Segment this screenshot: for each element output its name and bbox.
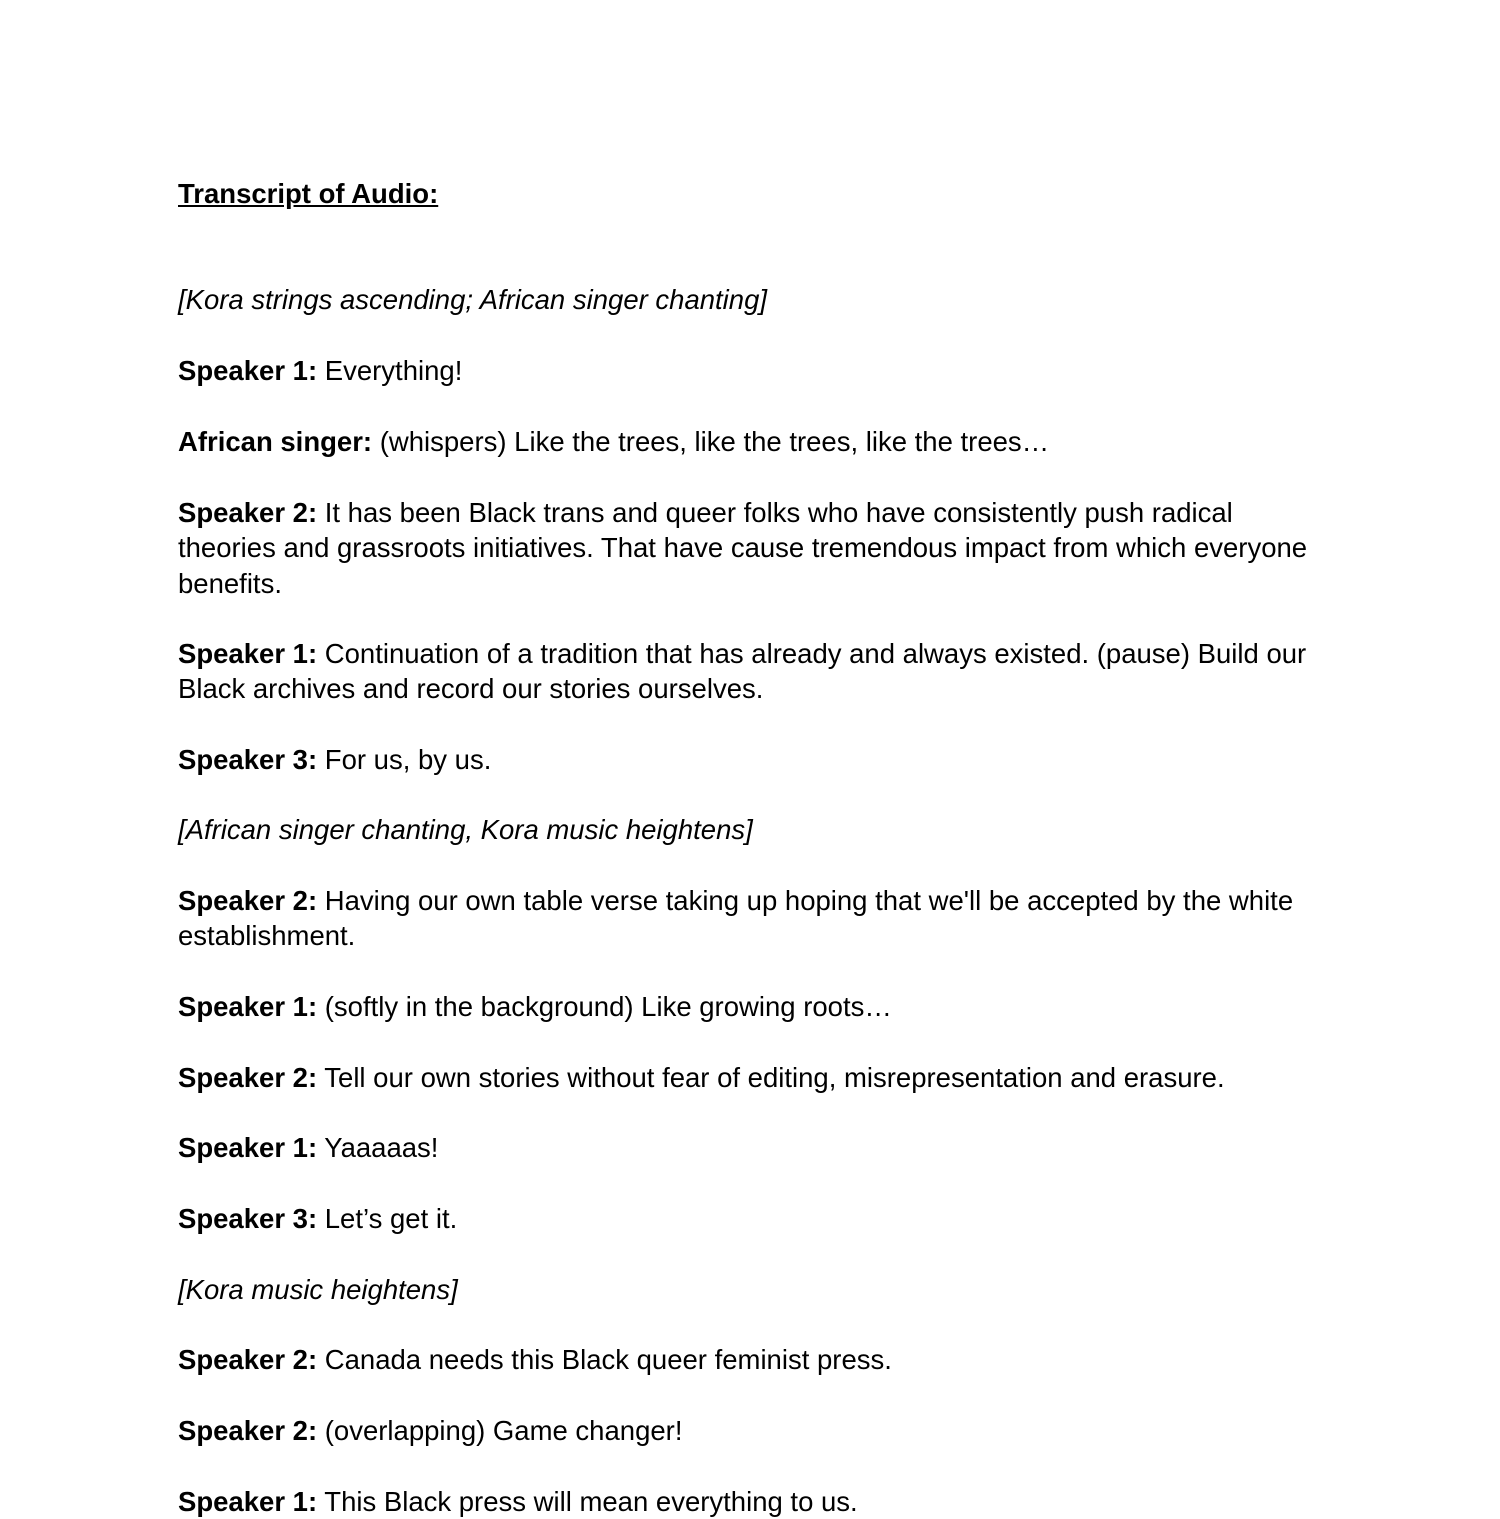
speaker-label: Speaker 1: — [178, 638, 318, 669]
speech-text: Having our own table verse taking up hoping that we'll be accepted by the white establishment. — [178, 885, 1294, 952]
speaker-label: Speaker 2: — [178, 1344, 318, 1375]
transcript-line — [178, 883, 1318, 954]
transcript-line — [178, 1484, 1318, 1519]
speaker-label: African singer: — [178, 426, 373, 457]
speech-text: This Black press will mean everything to us. — [324, 1486, 858, 1517]
transcript-line — [178, 424, 1318, 459]
speech-text: (whispers) Like the trees, like the trees, like the trees… — [379, 426, 1050, 457]
speech-text: For us, by us. — [324, 744, 492, 775]
transcript-line — [178, 1201, 1318, 1236]
transcript-line — [178, 353, 1318, 388]
transcript-line — [178, 1413, 1318, 1448]
speech-text: Yaaaaas! — [324, 1132, 439, 1163]
stage-direction: [Kora music heightens] — [178, 1274, 458, 1305]
speaker-label: Speaker 1: — [178, 991, 318, 1022]
speech-text: Tell our own stories without fear of editing, misrepresentation and erasure. — [324, 1062, 1225, 1093]
transcript-line — [178, 636, 1318, 707]
speech-text: It has been Black trans and queer folks who have consistently push radical theories and grassroots initiatives. That have cause tremendous impact from which everyone benefits. — [178, 497, 1308, 599]
speaker-label: Speaker 1: — [178, 1132, 318, 1163]
speaker-label: Speaker 3: — [178, 1203, 318, 1234]
document-title: Transcript of Audio: — [178, 178, 439, 209]
stage-direction: [Kora strings ascending; African singer chanting] — [178, 284, 768, 315]
transcript-line — [178, 495, 1318, 601]
speaker-label: Speaker 3: — [178, 744, 318, 775]
speaker-label: Speaker 2: — [178, 497, 318, 528]
transcript-line — [178, 1342, 1318, 1377]
speaker-label: Speaker 1: — [178, 1486, 318, 1517]
speaker-label: Speaker 2: — [178, 1415, 318, 1446]
speech-text: Let’s get it. — [324, 1203, 458, 1234]
speaker-label: Speaker 1: — [178, 355, 318, 386]
speech-text: (overlapping) Game changer! — [324, 1415, 683, 1446]
transcript-line — [178, 1130, 1318, 1165]
stage-direction: [African singer chanting, Kora music heightens] — [178, 814, 753, 845]
transcript-line — [178, 742, 1318, 777]
transcript-line — [178, 989, 1318, 1024]
speech-text: (softly in the background) Like growing roots… — [324, 991, 892, 1022]
speech-text: Canada needs this Black queer feminist press. — [324, 1344, 892, 1375]
speech-text: Continuation of a tradition that has already and always existed. (pause) Build our Black archives and record our stories ourselves. — [178, 638, 1307, 705]
speaker-label: Speaker 2: — [178, 885, 318, 916]
speaker-label: Speaker 2: — [178, 1062, 318, 1093]
transcript-line — [178, 1060, 1378, 1095]
speech-text: Everything! — [324, 355, 463, 386]
